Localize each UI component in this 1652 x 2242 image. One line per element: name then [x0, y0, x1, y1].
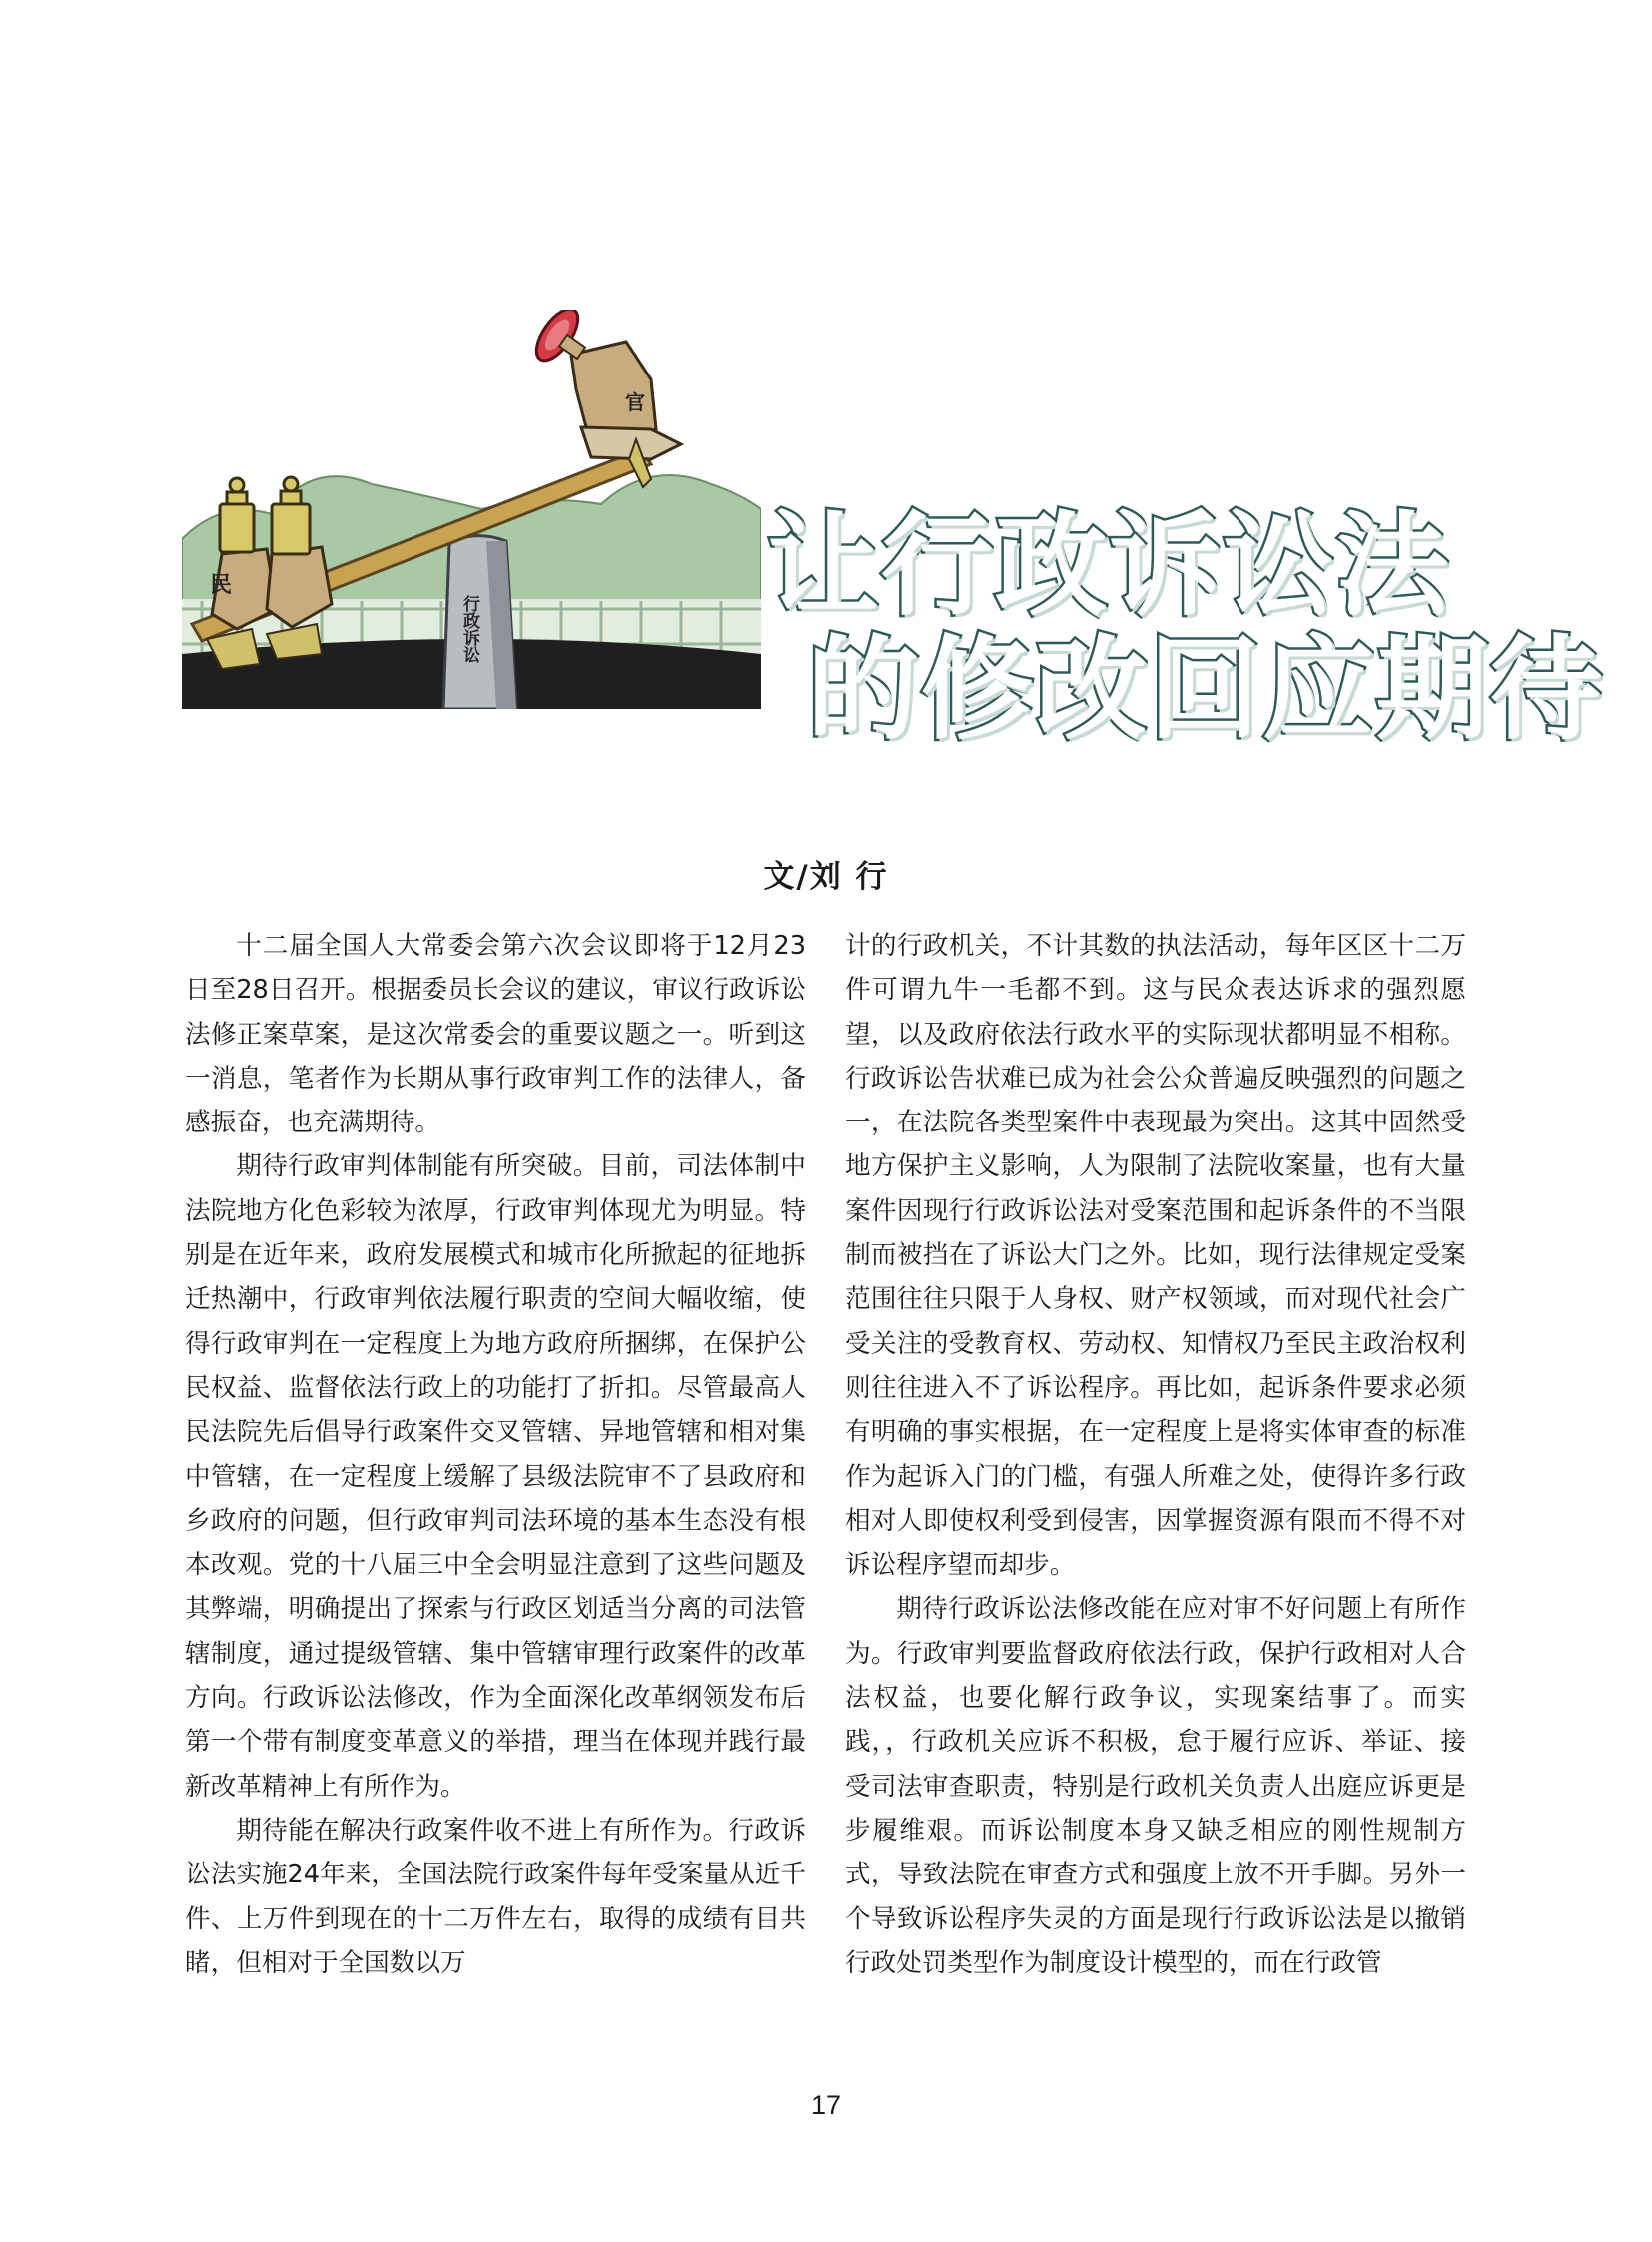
left-column: [185, 924, 806, 1985]
paragraph: 期待能在解决行政案件收不进上有所作为。行政诉讼法实施24年来，全国法院行政案件每年受案量从近千件、上万件到现在的十二万件左右，取得的成绩有目共睹，但相对于全国数以万: [185, 1815, 806, 1978]
people-label: 民: [210, 573, 233, 598]
title-line-1: 让行政诉讼法: [767, 501, 1450, 631]
pivot-post: [443, 536, 516, 709]
paragraph: 十二届全国人大常委会第六次会议即将于12月23日至28日召开。根据委员长会议的建议，审议行政诉讼法修正案草案，是这次常委会的重要议题之一。听到这一消息，笔者作为长期从事行政审判工作的法律人，备感振奋，也充满期待。: [185, 931, 806, 1138]
paragraph: 计的行政机关，不计其数的执法活动，每年区区十二万件可谓九牛一毛都不到。这与民众表达诉求的强烈愿望，以及政府依法行政水平的实际现状都明显不相称。行政诉讼告状难已成为社会公众普遍反映强烈的问题之一，在法院各类型案件中表现最为突出。这其中固然受地方保护主义影响，人为限制了法院收案量，也有大量案件因现行行政诉讼法对受案范围和起诉条件的不当限制而被挡在了诉讼大门之外。比如，现行法律规定受案范围往往只限于人身权、财产权领域，而对现代社会广受关注的受教育权、劳动权、知情权乃至民主政治权利则往往进入不了诉讼程序。再比如，起诉条件要求必须有明确的事实根据，在一定程度上是将实体审查的标准作为起诉入门的门槛，有强人所难之处，使得许多行政相对人即使权利受到侵害，因掌握资源有限而不得不对诉讼程序望而却步。: [845, 931, 1466, 1581]
right-column: [845, 924, 1466, 1985]
author-byline: 文/刘 行: [763, 859, 889, 895]
official-label: 官: [625, 390, 645, 414]
seesaw-illustration: [182, 310, 761, 709]
pivot-label: 行政诉讼: [459, 595, 479, 663]
title-line-2: 的修改回应期待: [807, 625, 1604, 755]
page-number: 17: [810, 2090, 842, 2120]
page-title: [767, 501, 1604, 755]
paragraph: 期待行政诉讼法修改能在应对审不好问题上有所作为。行政审判要监督政府依法行政，保护行政相对人合法权益，也要化解行政争议，实现案结事了。而实践，，行政机关应诉不积极，怠于履行应诉、举证、接受司法审查职责，特别是行政机关负责人出庭应诉更是步履维艰。而诉讼制度本身又缺乏相应的刚性规制方式，导致法院在审查方式和强度上放不开手脚。另外一个导致诉讼程序失灵的方面是现行行政诉讼法是以撤销行政处罚类型作为制度设计模型的，而在行政管: [845, 1594, 1466, 1978]
paragraph: 期待行政审判体制能有所突破。目前，司法体制中法院地方化色彩较为浓厚，行政审判体现尤为明显。特别是在近年来，政府发展模式和城市化所掀起的征地拆迁热潮中，行政审判依法履行职责的空间大幅收缩，使得行政审判在一定程度上为地方政府所捆绑，在保护公民权益、监督依法行政上的功能打了折扣。尽管最高人民法院先后倡导行政案件交叉管辖、异地管辖和相对集中管辖，在一定程度上缓解了县级法院审不了县政府和乡政府的问题，但行政审判司法环境的基本生态没有根本改观。党的十八届三中全会明显注意到了这些问题及其弊端，明确提出了探索与行政区划适当分离的司法管辖制度，通过提级管辖、集中管辖审理行政案件的改革方向。行政诉讼法修改，作为全面深化改革纲领发布后第一个带有制度变革意义的举措，理当在体现并践行最新改革精神上有所作为。: [185, 1151, 806, 1802]
